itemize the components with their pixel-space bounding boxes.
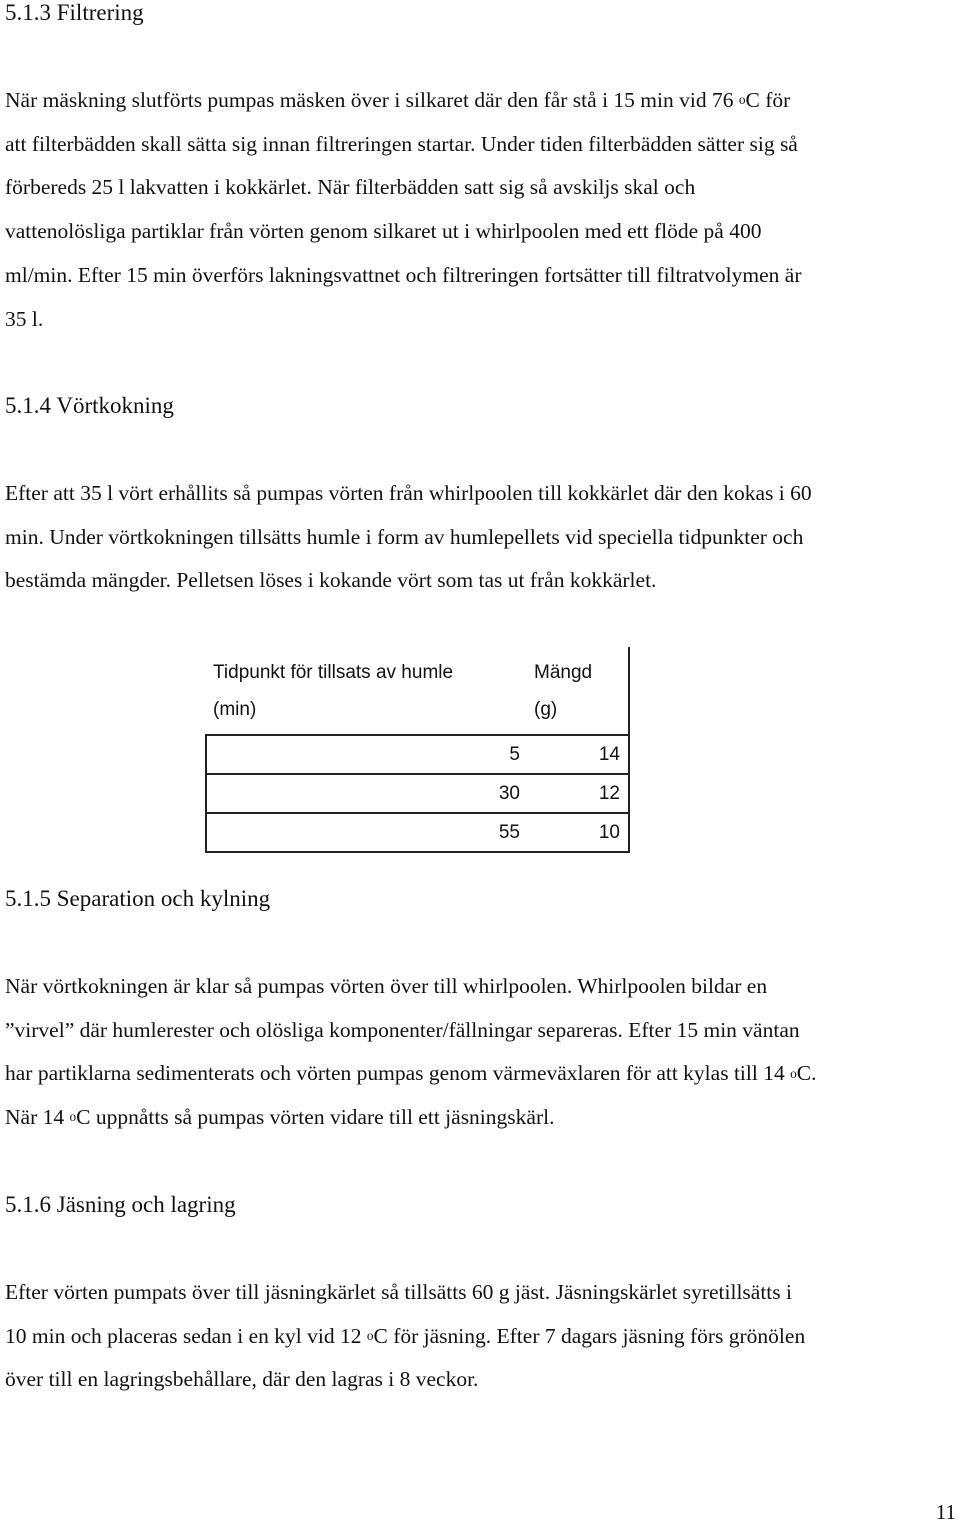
text-line: ”virvel” där humlerester och olösliga komponenter/fällningar separeras. Efter 15 min väntan bbox=[5, 1017, 800, 1042]
text-line: 10 min och placeras sedan i en kyl vid 12 $^o$C för jäsning. Efter 7 dagars jäsning förs grönölen bbox=[5, 1323, 806, 1348]
cell-amount: 12 bbox=[528, 774, 629, 813]
text-line: 35 l. bbox=[5, 306, 44, 331]
header-time: Tidpunkt för tillsats av humle (min) bbox=[206, 647, 528, 735]
cell-time: 55 bbox=[206, 813, 528, 852]
text-line: att filterbädden skall sätta sig innan filtreringen startar. Under tiden filterbädden sätter sig så bbox=[5, 131, 798, 156]
paragraph-jasning bbox=[5, 1271, 960, 1402]
cell-amount: 14 bbox=[528, 735, 629, 774]
paragraph-filtrering bbox=[5, 79, 960, 341]
paragraph-vortkokning bbox=[5, 472, 960, 603]
text-line: Efter vörten pumpats över till jäsningkärlet så tillsätts 60 g jäst. Jäsningskärlet syretillsätts i bbox=[5, 1280, 792, 1304]
table-row bbox=[206, 813, 629, 852]
cell-time: 5 bbox=[206, 735, 528, 774]
paragraph-separation bbox=[5, 965, 960, 1140]
text-line: bestämda mängder. Pelletsen löses i kokande vört som tas ut från kokkärlet. bbox=[5, 568, 657, 593]
section-heading-separation: 5.1.5 Separation och kylning bbox=[5, 886, 271, 911]
text-line: När vörtkokningen är klar så pumpas vörten över till whirlpoolen. Whirlpoolen bildar en bbox=[5, 974, 768, 998]
header-amount: Mängd (g) bbox=[528, 647, 629, 735]
text-line: När 14 $^o$C uppnåtts så pumpas vörten vidare till ett jäsningskärl. bbox=[5, 1105, 555, 1130]
hop-addition-table bbox=[205, 647, 630, 853]
text-line: Efter att 35 l vört erhållits så pumpas vörten från whirlpoolen till kokkärlet där den kokas i 60 bbox=[5, 481, 812, 505]
table-row bbox=[206, 735, 629, 774]
section-heading-filtrering: 5.1.3 Filtrering bbox=[5, 0, 144, 25]
text-line: vattenolösliga partiklar från vörten genom silkaret ut i whirlpoolen med ett flöde på 400 bbox=[5, 219, 762, 244]
table-row bbox=[206, 774, 629, 813]
section-heading-vortkokning: 5.1.4 Vörtkokning bbox=[5, 393, 174, 418]
text-line: När mäskning slutförts pumpas mäsken över i silkaret där den får stå i 15 min vid 76 $^o$C för bbox=[5, 88, 791, 112]
text-line: ml/min. Efter 15 min överförs lakningsvattnet och filtreringen fortsätter till filtratvolymen är bbox=[5, 262, 802, 287]
cell-time: 30 bbox=[206, 774, 528, 813]
cell-amount: 10 bbox=[528, 813, 629, 852]
text-line: förbereds 25 l lakvatten i kokkärlet. När filterbädden satt sig så avskiljs skal och bbox=[5, 175, 696, 200]
section-heading-jasning: 5.1.6 Jäsning och lagring bbox=[5, 1192, 236, 1217]
text-line: min. Under vörtkokningen tillsätts humle i form av humlepellets vid speciella tidpunkter och bbox=[5, 524, 804, 549]
table-header-row bbox=[206, 647, 629, 735]
text-line: har partiklarna sedimenterats och vörten pumpas genom värmeväxlaren för att kylas till 14 $^o$C. bbox=[5, 1061, 817, 1086]
text-line: över till en lagringsbehållare, där den lagras i 8 veckor. bbox=[5, 1367, 479, 1392]
page-number: 11 bbox=[935, 1500, 956, 1524]
